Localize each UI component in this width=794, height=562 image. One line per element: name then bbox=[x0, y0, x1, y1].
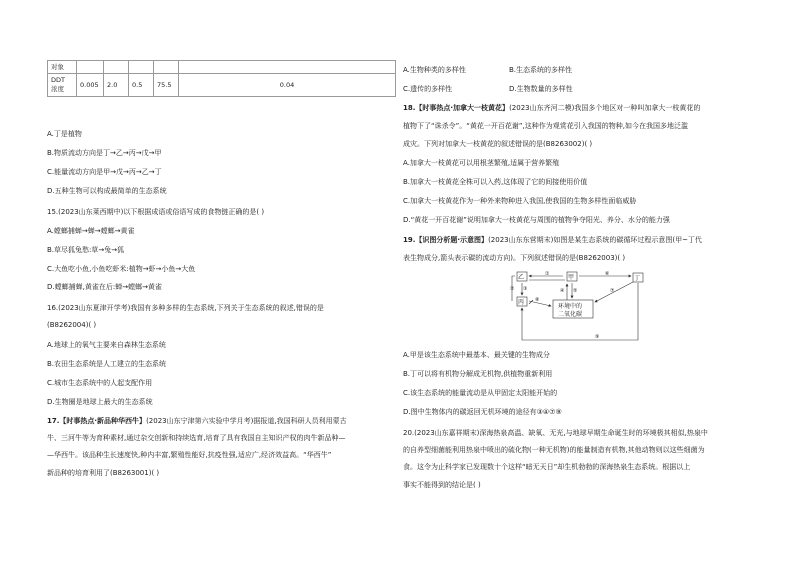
diagram-num: ⑥ bbox=[605, 271, 610, 277]
table-cell: 0.04 bbox=[179, 74, 396, 97]
q19-option-c: C.该生态系统的能量流动是从甲固定太阳能开始的 bbox=[403, 389, 558, 397]
ddt-table bbox=[47, 60, 396, 97]
table-row-label: DDT 浓度 bbox=[48, 74, 77, 97]
table-ddt-row bbox=[48, 74, 396, 97]
q15-stem: 15.(2023山东莱西期中)以下根据成语或俗语写成的食物链正确的是( ) bbox=[47, 208, 265, 216]
table-cell: 75.5 bbox=[154, 74, 179, 97]
q17-option-a: A.生物种类的多样性 bbox=[403, 66, 466, 74]
q19-line2: 表生物成分,箭头表示碳的流动方向)。下列叙述错误的是(B8262003)( ) bbox=[403, 254, 626, 262]
q15-option-b: B.草尽狐兔愁:草→兔→狐 bbox=[47, 246, 125, 254]
q18-option-d: D.“黄花一开百花谢”说明加拿大一枝黄花与周围的植物争夺阳光、养分、水分的能力强 bbox=[403, 216, 670, 224]
q18-line3: 成灾。下列对加拿大一枝黄花的叙述错误的是(B8263002)( ) bbox=[403, 140, 593, 148]
diagram-num: ④ bbox=[560, 288, 565, 294]
q18-line2: 植物下了“诛杀令”。“黄花一开百花谢”,这种作为观赏花引入我国的物种,如今在我国多地泛滥 bbox=[403, 122, 688, 130]
q17-line3: —华西牛。该品种生长速度快,种内丰富,繁殖性能好,抗疫性强,适应广,经济效益高。“华西牛” bbox=[47, 451, 332, 459]
q19-option-d: D.图中生物体内的碳返回无机环境的途径有③④⑦⑨ bbox=[403, 408, 562, 416]
q16-option-c: C.城市生态系统中的人起支配作用 bbox=[47, 379, 153, 387]
q20-line4: 事实不能得到的结论是( ) bbox=[403, 481, 481, 489]
q19-tag: 19.【识图分析题·示意图】 bbox=[403, 236, 489, 244]
table-cell: 2.0 bbox=[104, 74, 129, 97]
table-cell: 0.005 bbox=[77, 74, 104, 97]
diagram-num: ⑦ bbox=[610, 288, 615, 294]
diagram-label-ding: 丁 bbox=[634, 275, 641, 282]
q17-line1: 17.【时事热点·新品种华西牛】(2023山东宁津第六实验中学月考)据报道,我国科研人员利用蒙古 bbox=[47, 417, 347, 425]
q16-option-d: D.生物圈是地球上最大的生态系统 bbox=[47, 398, 153, 406]
q15-option-d: D.螳螂捕蝉,黄雀在后:蝉→螳螂→黄雀 bbox=[47, 283, 162, 291]
q14-option-d: D.五种生物可以构成最简单的生态系统 bbox=[47, 187, 167, 195]
q18-tag: 18.【时事热点·加拿大一枝黄花】 bbox=[403, 104, 510, 112]
q17-line2: 牛、三河牛等为育种素材,通过杂交创新和持续选育,培育了具有我国自主知识产权的肉牛新品种— bbox=[47, 434, 346, 442]
table-header-row bbox=[48, 61, 396, 74]
q20-line2: 的自养型细菌能利用热泉中喷出的硫化物(一种无机物)的能量制造有机物,其他动物则以这些细菌为 bbox=[403, 446, 705, 454]
q16-stem-code: (B8262004)( ) bbox=[47, 321, 97, 329]
q15-option-c: C.大鱼吃小鱼,小鱼吃虾米:植物→虾→小鱼→大鱼 bbox=[47, 265, 196, 273]
q20-line3: 食。这令为止科学家已发现数十个这样“暗无天日”却生机勃勃的深海热泉生态系统。根据以上 bbox=[403, 463, 691, 471]
q19-line1: 19.【识图分析题·示意图】(2023山东东营期末)如图是某生态系统的碳循环过程示意图(甲~丁代 bbox=[403, 236, 702, 244]
q18-line1: 18.【时事热点·加拿大一枝黄花】(2023山东齐河二模)我国多个地区对一种叫加拿大一枝黄花的 bbox=[403, 104, 701, 112]
q17-option-b: B.生态系统的多样性 bbox=[509, 66, 573, 74]
q19-option-b: B.丁可以将有机物分解成无机物,供植物重新利用 bbox=[403, 370, 553, 378]
diagram-env-line1: 环境中的 bbox=[558, 303, 583, 310]
q17-option-c: C.遗传的多样性 bbox=[403, 85, 453, 93]
q17-option-d: D.生物数量的多样性 bbox=[509, 85, 573, 93]
diagram-num: ② bbox=[510, 286, 515, 292]
q17-line4: 新品种的培育利用了(B8263001)( ) bbox=[47, 469, 160, 477]
q20-line1: 20.(2023山东嘉祥期末)深海热泉高温、缺氧、无光,与地球早期生命诞生时的环境极其相似,热泉中 bbox=[403, 429, 708, 437]
diagram-label-jia: 甲 bbox=[568, 274, 575, 281]
q16-option-b: B.农田生态系统是人工建立的生态系统 bbox=[47, 360, 167, 368]
q14-option-c: C.能量流动方向是甲→戊→丙→乙→丁 bbox=[47, 168, 162, 176]
carbon-cycle-diagram bbox=[505, 270, 653, 346]
q15-option-a: A.螳螂捕蝉→蝉→螳螂→黄雀 bbox=[47, 227, 135, 235]
q19-option-a: A.甲是该生态系统中最基本、最关键的生物成分 bbox=[403, 351, 550, 359]
diagram-label-bing: 丙 bbox=[518, 299, 525, 306]
table-cell: 0.5 bbox=[129, 74, 154, 97]
q16-stem: 16.(2023山东夏津开学考)我国有多种多样的生态系统,下列关于生态系统的叙述,错误的是 bbox=[47, 304, 324, 312]
diagram-num: ⑤ bbox=[573, 288, 578, 294]
q18-option-b: B.加拿大一枝黄花全株可以入药,这体现了它的间接使用价值 bbox=[403, 178, 588, 186]
diagram-env-line2: 二氧化碳 bbox=[558, 311, 583, 318]
diagram-label-yi: 乙 bbox=[518, 274, 525, 281]
q18-option-c: C.加拿大一枝黄花作为一种外来物种进入我国,使我国的生物多样性面临威胁 bbox=[403, 197, 637, 205]
q14-option-b: B.物质流动方向是丁→乙→丙→戊→甲 bbox=[47, 149, 162, 157]
diagram-num: ③ bbox=[523, 286, 528, 292]
q16-option-a: A.地球上的氧气主要来自森林生态系统 bbox=[47, 341, 166, 349]
diagram-num: ① bbox=[545, 271, 550, 277]
q14-option-a: A.丁是植物 bbox=[47, 130, 82, 138]
diagram-num: ⑧ bbox=[535, 297, 540, 303]
table-header-label: 对象 bbox=[48, 61, 77, 74]
q18-option-a: A.加拿大一枝黄花可以用根茎繁殖,适属于营养繁殖 bbox=[403, 159, 560, 167]
diagram-num: ⑨ bbox=[595, 334, 600, 340]
q17-tag: 17.【时事热点·新品种华西牛】 bbox=[47, 417, 147, 425]
